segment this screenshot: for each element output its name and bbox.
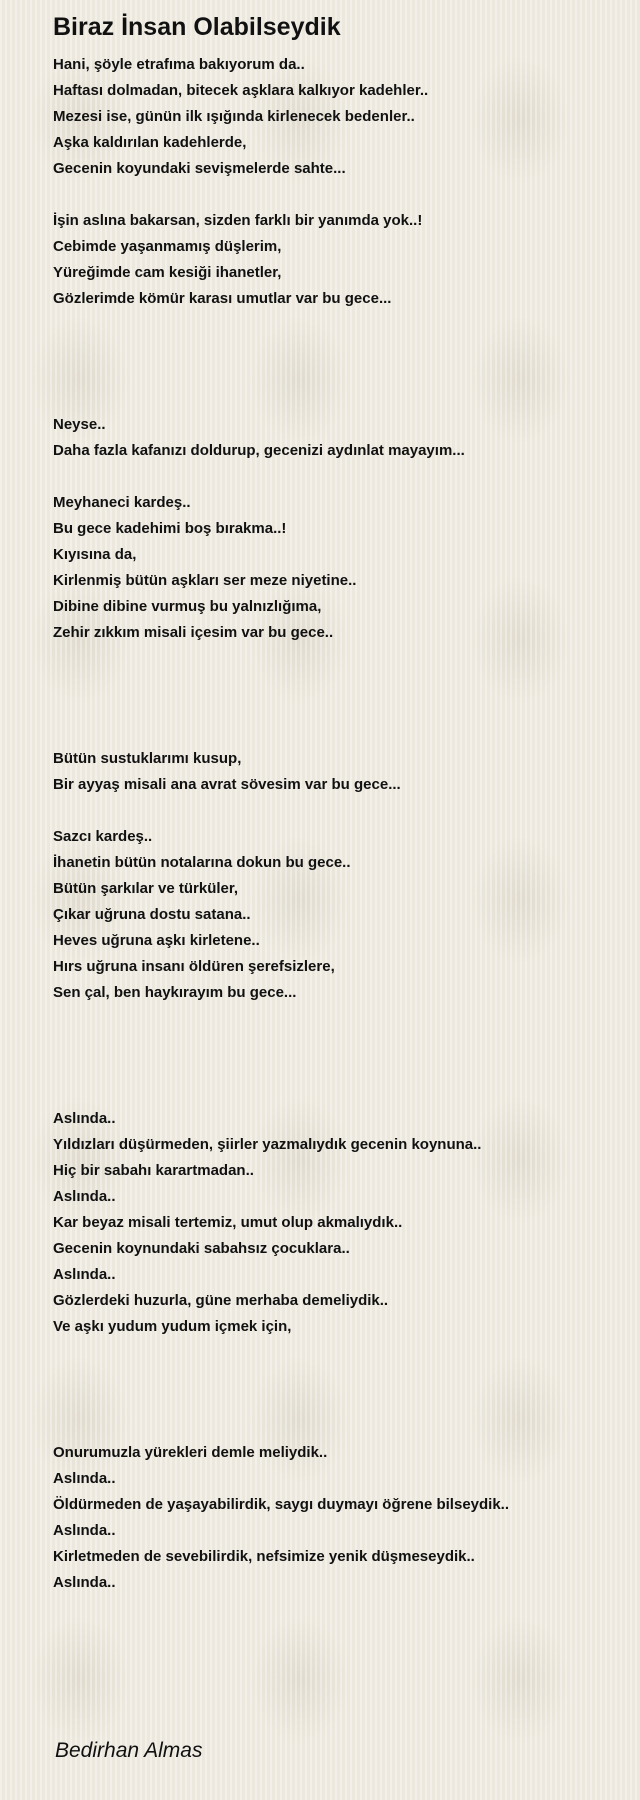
- poem-line: Ve aşkı yudum yudum içmek için,: [53, 1318, 292, 1335]
- poem-line: Heves uğruna aşkı kirletene..: [53, 932, 260, 949]
- poem-line: Hani, şöyle etrafıma bakıyorum da..: [53, 56, 305, 73]
- poem-line: Gözlerdeki huzurla, güne merhaba demeliydik..: [53, 1292, 389, 1309]
- stanza-6: [53, 824, 623, 1006]
- stanza-3: [53, 412, 623, 464]
- poem-line: Aşka kaldırılan kadehlerde,: [53, 134, 247, 151]
- poem-line: Kirletmeden de sevebilirdik, nefsimize yenik düşmeseydik..: [53, 1548, 475, 1565]
- poem-line: Yüreğimde cam kesiği ihanetler,: [53, 264, 282, 281]
- poem-line: Gecenin koyundaki sevişmelerde sahte...: [53, 160, 346, 177]
- poem-line: Bütün şarkılar ve türküler,: [53, 880, 239, 897]
- poem-line: Sazcı kardeş..: [53, 828, 153, 845]
- section-spacer: [53, 646, 623, 746]
- poem-line: Aslında..: [53, 1574, 116, 1591]
- poem-line: İşin aslına bakarsan, sizden farklı bir yanımda yok..!: [53, 212, 423, 229]
- poem-title: Biraz İnsan Olabilseydik: [53, 13, 341, 41]
- poem-line: Öldürmeden de yaşayabilirdik, saygı duymayı öğrene bilseydik..: [53, 1496, 510, 1513]
- poem-line: Hırs uğruna insanı öldüren şerefsizlere,: [53, 958, 335, 975]
- stanza-2: [53, 208, 623, 312]
- poem-line: Aslında..: [53, 1522, 116, 1539]
- poem-body: [53, 52, 623, 1596]
- poem-line: Meyhaneci kardeş..: [53, 494, 191, 511]
- poem-line: Aslında..: [53, 1110, 116, 1127]
- stanza-4: [53, 490, 623, 646]
- section-spacer: [53, 312, 623, 412]
- stanza-1: [53, 52, 623, 182]
- stanza-spacer: [53, 464, 623, 490]
- poem-line: Aslında..: [53, 1470, 116, 1487]
- poem-line: Zehir zıkkım misali içesim var bu gece..: [53, 624, 334, 641]
- poem-line: Hiç bir sabahı karartmadan..: [53, 1162, 254, 1179]
- poem-line: Dibine dibine vurmuş bu yalnızlığıma,: [53, 598, 322, 615]
- poem-line: Kar beyaz misali tertemiz, umut olup akmalıydık..: [53, 1214, 403, 1231]
- poem-line: Gözlerimde kömür karası umutlar var bu gece...: [53, 290, 392, 307]
- poem-line: Bu gece kadehimi boş bırakma..!: [53, 520, 287, 537]
- section-spacer: [53, 1340, 623, 1440]
- poem-line: Kıyısına da,: [53, 546, 137, 563]
- poem-line: Gecenin koynundaki sabahsız çocuklara..: [53, 1240, 350, 1257]
- poem-line: Onurumuzla yürekleri demle meliydik..: [53, 1444, 328, 1461]
- poem-line: Haftası dolmadan, bitecek aşklara kalkıyor kadehler..: [53, 82, 429, 99]
- poem-line: Daha fazla kafanızı doldurup, gecenizi aydınlat mayayım...: [53, 442, 465, 459]
- poem-author: Bedirhan Almas: [55, 1739, 203, 1762]
- poem-line: Cebimde yaşanmamış düşlerim,: [53, 238, 282, 255]
- poem-line: Neyse..: [53, 416, 106, 433]
- stanza-8: [53, 1440, 623, 1596]
- poem-line: Bütün sustuklarımı kusup,: [53, 750, 242, 767]
- poem-line: İhanetin bütün notalarına dokun bu gece..: [53, 854, 351, 871]
- section-spacer: [53, 1006, 623, 1106]
- poem-line: Aslında..: [53, 1266, 116, 1283]
- stanza-5: [53, 746, 623, 798]
- stanza-spacer: [53, 798, 623, 824]
- poem-line: Yıldızları düşürmeden, şiirler yazmalıydık gecenin koynuna..: [53, 1136, 482, 1153]
- poem-line: Kirlenmiş bütün aşkları ser meze niyetine..: [53, 572, 357, 589]
- stanza-7: [53, 1106, 623, 1340]
- stanza-spacer: [53, 182, 623, 208]
- poem-line: Çıkar uğruna dostu satana..: [53, 906, 251, 923]
- poem-line: Mezesi ise, günün ilk ışığında kirlenecek bedenler..: [53, 108, 415, 125]
- poem-line: Sen çal, ben haykırayım bu gece...: [53, 984, 297, 1001]
- poem-line: Aslında..: [53, 1188, 116, 1205]
- poem-line: Bir ayyaş misali ana avrat sövesim var bu gece...: [53, 776, 401, 793]
